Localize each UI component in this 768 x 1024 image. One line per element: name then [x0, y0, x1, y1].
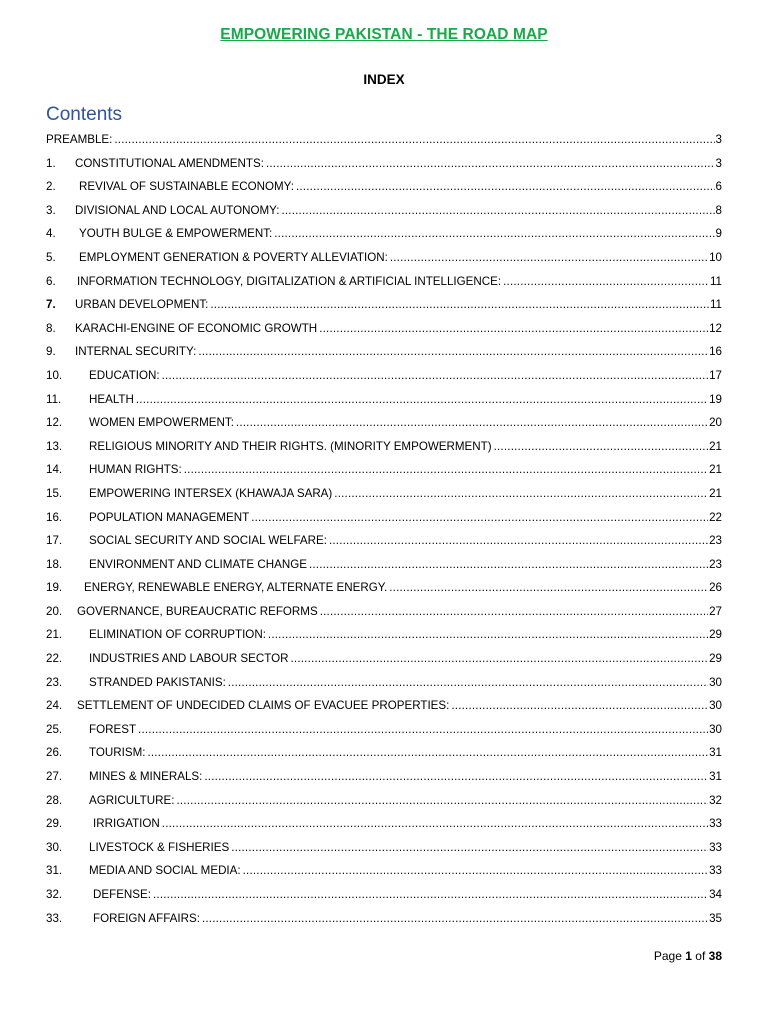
toc-entry-page: 31: [709, 770, 722, 784]
toc-entry[interactable]: [46, 810, 722, 834]
toc-entry-page: 20: [709, 416, 722, 430]
toc-entry-number: 11.: [46, 392, 62, 406]
toc-entry-title: LIVESTOCK & FISHERIES: [89, 840, 230, 854]
toc-entry-number: 18.: [46, 557, 63, 571]
footer-page-prefix: Page: [653, 949, 682, 963]
toc-dot-leader: [274, 226, 714, 241]
toc-entry[interactable]: [46, 432, 722, 456]
toc-entry-title: RELIGIOUS MINORITY AND THEIR RIGHTS. (MINORITY EMPOWERMENT): [89, 439, 492, 453]
toc-entry-page: 33: [709, 817, 722, 831]
toc-entry-number: 6.: [46, 274, 56, 288]
toc-entry-title: INTERNAL SECURITY:: [75, 345, 197, 359]
toc-entry[interactable]: [46, 527, 722, 551]
index-heading: INDEX: [363, 72, 405, 87]
toc-entry-title: FOREST: [89, 722, 137, 736]
toc-entry-page: 6: [715, 180, 722, 194]
toc-entry[interactable]: [46, 904, 722, 928]
toc-entry-page: 29: [709, 628, 722, 642]
toc-entry-number: 3.: [46, 203, 56, 217]
toc-entry[interactable]: [46, 833, 722, 857]
table-of-contents: [46, 128, 722, 928]
toc-entry-title: REVIVAL OF SUSTAINABLE ECONOMY:: [79, 180, 294, 194]
toc-entry-page: 27: [709, 604, 722, 618]
toc-entry-title: AGRICULTURE:: [89, 793, 175, 807]
toc-entry[interactable]: [46, 361, 722, 385]
toc-dot-leader: [268, 627, 708, 642]
toc-entry-title: KARACHI-ENGINE OF ECONOMIC GROWTH: [75, 321, 318, 335]
toc-entry-number: 17.: [46, 534, 63, 548]
toc-entry-number: 15.: [46, 486, 63, 500]
toc-entry-title: YOUTH BULGE & EMPOWERMENT:: [79, 227, 273, 241]
toc-entry-title: EMPOWERING INTERSEX (KHAWAJA SARA): [89, 486, 333, 500]
toc-entry-number: 12.: [46, 416, 63, 430]
toc-entry-number: 5.: [46, 250, 56, 264]
toc-entry-title: EDUCATION:: [89, 368, 160, 382]
toc-entry-number: 4.: [46, 227, 56, 241]
toc-entry-title: MINES & MINERALS:: [89, 770, 203, 784]
toc-entry-number: 16.: [46, 510, 63, 524]
toc-entry[interactable]: [46, 857, 722, 881]
toc-entry-title: TOURISM:: [89, 746, 146, 760]
toc-dot-leader: [296, 179, 715, 194]
toc-dot-leader: [251, 510, 708, 525]
toc-entry-page: 9: [715, 227, 722, 241]
toc-entry-title: ENVIRONMENT AND CLIMATE CHANGE: [89, 557, 307, 571]
contents-heading: Contents: [46, 104, 123, 125]
toc-dot-leader: [320, 604, 708, 619]
toc-entry[interactable]: [46, 128, 722, 149]
toc-dot-leader: [210, 297, 709, 312]
toc-dot-leader: [309, 557, 708, 572]
toc-entry[interactable]: [46, 338, 722, 362]
toc-entry-title: EMPLOYMENT GENERATION & POVERTY ALLEVIATION:: [79, 250, 388, 264]
toc-entry-number: 22.: [46, 652, 63, 666]
toc-entry[interactable]: [46, 692, 722, 716]
toc-entry-number: 27.: [46, 770, 63, 784]
toc-entry-number: 29.: [46, 817, 63, 831]
toc-entry[interactable]: [46, 149, 722, 173]
toc-entry-page: 3: [715, 156, 722, 170]
toc-entry-number: 14.: [46, 463, 63, 477]
toc-entry-title: INFORMATION TECHNOLOGY, DIGITALIZATION & ARTIFICIAL INTELLIGENCE:: [77, 274, 502, 288]
toc-entry-page: 26: [709, 581, 722, 595]
toc-dot-leader: [228, 675, 708, 690]
toc-entry-number: 28.: [46, 793, 63, 807]
toc-entry-number: 26.: [46, 746, 63, 760]
toc-entry-page: 3: [715, 133, 722, 146]
toc-entry-number: 25.: [46, 722, 63, 736]
toc-entry-page: 35: [709, 911, 722, 925]
toc-entry-title: URBAN DEVELOPMENT:: [75, 298, 209, 312]
toc-dot-leader: [319, 321, 708, 336]
toc-entry-title: DEFENSE:: [93, 888, 151, 901]
toc-entry-number: 8.: [46, 321, 56, 335]
toc-entry-title: MEDIA AND SOCIAL MEDIA:: [89, 864, 241, 878]
toc-entry[interactable]: [46, 385, 722, 409]
toc-entry-number: 30.: [46, 840, 63, 854]
toc-entry-page: 11: [709, 274, 722, 288]
toc-entry[interactable]: [46, 409, 722, 433]
toc-entry[interactable]: [46, 456, 722, 480]
toc-dot-leader: [184, 462, 708, 477]
document-title: EMPOWERING PAKISTAN - THE ROAD MAP: [220, 26, 548, 43]
toc-entry-number: 31.: [46, 864, 63, 878]
toc-dot-leader: [198, 344, 708, 359]
toc-entry-title: STRANDED PAKISTANIS:: [89, 675, 226, 689]
toc-dot-leader: [329, 533, 708, 548]
toc-dot-leader: [162, 368, 708, 383]
toc-entry[interactable]: [46, 739, 722, 763]
toc-entry-title: SETTLEMENT OF UNDECIDED CLAIMS OF EVACUEE PROPERTIES:: [77, 699, 450, 713]
toc-entry[interactable]: [46, 621, 722, 645]
toc-entry-page: 30: [709, 722, 722, 736]
toc-dot-leader: [291, 651, 709, 666]
toc-dot-leader: [231, 840, 708, 855]
toc-entry-page: 10: [709, 250, 722, 264]
toc-dot-leader: [176, 793, 708, 808]
toc-entry-number: 32.: [46, 888, 63, 901]
toc-dot-leader: [236, 415, 708, 430]
toc-dot-leader: [204, 769, 708, 784]
toc-entry-number: 1.: [46, 156, 56, 170]
toc-dot-leader: [114, 132, 714, 147]
toc-entry[interactable]: [46, 291, 722, 315]
toc-entry-page: 12: [709, 321, 722, 335]
toc-entry-page: 29: [709, 652, 722, 666]
toc-dot-leader: [334, 486, 708, 501]
toc-entry-title: POPULATION MANAGEMENT: [89, 510, 250, 524]
toc-dot-leader: [136, 392, 708, 407]
toc-entry-page: 21: [709, 439, 722, 453]
toc-dot-leader: [266, 156, 715, 171]
toc-entry-title: DIVISIONAL AND LOCAL AUTONOMY:: [75, 203, 280, 217]
toc-entry-number: 23.: [46, 675, 63, 689]
toc-entry-page: 23: [709, 557, 722, 571]
toc-entry-page: 30: [709, 675, 722, 689]
toc-entry[interactable]: [46, 786, 722, 810]
toc-entry-page: 19: [709, 392, 722, 406]
toc-entry-number: 33.: [46, 911, 63, 925]
toc-dot-leader: [162, 816, 708, 831]
toc-entry-title: IRRIGATION: [93, 817, 160, 831]
toc-dot-leader: [494, 439, 709, 454]
toc-dot-leader: [153, 887, 708, 902]
toc-dot-leader: [451, 698, 708, 713]
toc-entry-title: HUMAN RIGHTS:: [89, 463, 182, 477]
toc-entry-number: 2.: [46, 180, 56, 194]
toc-entry[interactable]: [46, 267, 722, 291]
toc-entry[interactable]: [46, 715, 722, 739]
toc-entry-number: 21.: [46, 628, 63, 642]
toc-entry-title: FOREIGN AFFAIRS:: [93, 911, 200, 925]
toc-entry-page: 33: [709, 840, 722, 854]
toc-dot-leader: [147, 745, 708, 760]
toc-entry-title: ENERGY, RENEWABLE ENERGY, ALTERNATE ENERGY.: [84, 581, 388, 595]
footer-total-pages: 38: [708, 949, 722, 963]
toc-entry-number: 19.: [46, 581, 63, 595]
footer-of-label: of: [695, 949, 706, 963]
toc-entry-page: 16: [709, 345, 722, 359]
toc-dot-leader: [138, 722, 708, 737]
toc-entry[interactable]: [46, 668, 722, 692]
toc-entry[interactable]: [46, 880, 722, 904]
toc-entry-page: 33: [709, 864, 722, 878]
toc-entry-number: 20.: [46, 604, 63, 618]
toc-dot-leader: [390, 250, 708, 265]
toc-entry-number: 13.: [46, 439, 63, 453]
toc-entry[interactable]: [46, 243, 722, 267]
toc-entry-page: 8: [715, 203, 722, 217]
toc-entry-number: 9.: [46, 345, 56, 359]
toc-entry[interactable]: [46, 479, 722, 503]
toc-entry-page: 31: [709, 746, 722, 760]
toc-entry-page: 22: [709, 510, 722, 524]
page-footer: [654, 949, 722, 963]
toc-entry-page: 17: [709, 368, 722, 382]
toc-entry[interactable]: [46, 597, 722, 621]
toc-entry-title: INDUSTRIES AND LABOUR SECTOR: [89, 652, 289, 666]
toc-entry-page: 30: [709, 699, 722, 713]
toc-entry-title: WOMEN EMPOWERMENT:: [89, 416, 234, 430]
toc-dot-leader: [281, 203, 714, 218]
toc-entry-page: 32: [709, 793, 722, 807]
toc-entry[interactable]: [46, 314, 722, 338]
toc-entry[interactable]: [46, 574, 722, 598]
toc-entry-title: ELIMINATION OF CORRUPTION:: [89, 628, 266, 642]
toc-entry-title: HEALTH: [89, 392, 134, 406]
toc-entry-title: SOCIAL SECURITY AND SOCIAL WELFARE:: [89, 534, 327, 548]
toc-entry-title: GOVERNANCE, BUREAUCRATIC REFORMS: [77, 604, 318, 618]
toc-entry-page: 21: [709, 486, 722, 500]
toc-entry[interactable]: [46, 644, 722, 668]
toc-dot-leader: [243, 863, 708, 878]
toc-entry-page: 21: [709, 463, 722, 477]
toc-dot-leader: [389, 580, 708, 595]
toc-entry-page: 11: [709, 298, 722, 312]
toc-entry[interactable]: [46, 762, 722, 786]
toc-dot-leader: [503, 274, 709, 289]
toc-entry-page: 34: [709, 888, 722, 901]
toc-entry[interactable]: [46, 173, 722, 197]
toc-entry[interactable]: [46, 550, 722, 574]
toc-entry-number: 24.: [46, 699, 63, 713]
toc-entry-page: 23: [709, 534, 722, 548]
toc-entry-title: PREAMBLE:: [46, 133, 113, 146]
toc-entry-number: 7.: [46, 298, 56, 312]
toc-entry[interactable]: [46, 220, 722, 244]
toc-entry-title: CONSTITUTIONAL AMENDMENTS:: [75, 156, 264, 170]
toc-entry[interactable]: [46, 196, 722, 220]
toc-entry[interactable]: [46, 503, 722, 527]
footer-current-page: 1: [685, 949, 692, 963]
toc-dot-leader: [202, 911, 708, 926]
toc-entry-number: 10.: [46, 368, 63, 382]
